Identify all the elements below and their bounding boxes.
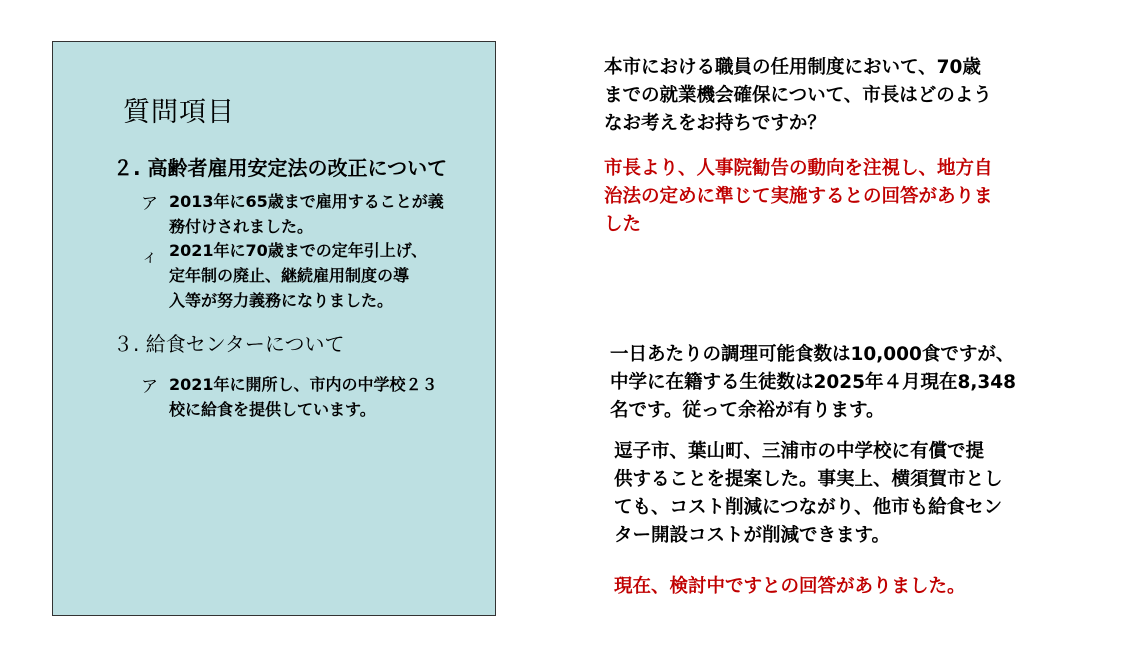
section-2-item-i — [141, 238, 481, 313]
section-3-title: ３. 給食センターについて — [113, 332, 345, 356]
question-items-panel — [52, 41, 496, 616]
item-text-line: 入等が努力義務になりました。 — [169, 291, 394, 310]
item-text-line: 校に給食を提供しています。 — [169, 400, 376, 419]
item-text — [169, 372, 481, 422]
item-text-line: 務付けされました。 — [169, 217, 314, 236]
item-text-line: 定年制の廃止、継続雇用制度の導 — [169, 266, 410, 285]
section-3-item-a — [141, 372, 481, 422]
item-marker: ア — [141, 194, 158, 214]
item-marker: ィ — [141, 247, 158, 267]
text-line: なお考えをお持ちですか？ — [604, 113, 826, 134]
item-marker: ア — [141, 377, 158, 397]
section-2-title: ２. 高齢者雇用安定法の改正について — [113, 156, 448, 180]
panel-heading: 質問項目 — [123, 97, 235, 128]
meal-capacity-paragraph — [610, 341, 1016, 425]
item-text — [169, 238, 481, 313]
proposal-paragraph — [614, 438, 1003, 550]
text-line: ても、コスト削減につながり、他市も給食セン — [614, 497, 1003, 518]
answer-2-text — [614, 573, 966, 601]
section-2-item-a — [141, 189, 481, 239]
text-line: 名です。従って余裕が有ります。 — [610, 400, 885, 421]
item-text — [169, 189, 481, 239]
text-line: までの就業機会確保について、市長はどのよう — [604, 85, 992, 106]
text-line: 逗子市、葉山町、三浦市の中学校に有償で提 — [614, 441, 985, 462]
item-text-line: 2021年に70歳までの定年引上げ、 — [169, 241, 428, 260]
text-line: 治法の定めに準じて実施するとの回答がありま — [604, 186, 993, 207]
text-line: した — [604, 214, 642, 235]
text-line: 市長より、人事院勧告の動向を注視し、地方自 — [604, 158, 993, 179]
item-text-line: 2013年に65歳まで雇用することが義 — [169, 192, 444, 211]
text-line: ター開設コストが削減できます。 — [614, 525, 891, 546]
answer-1-text — [604, 155, 993, 239]
text-line: 本市における職員の任用制度において、70歳 — [604, 57, 981, 78]
text-line: 一日あたりの調理可能食数は10,000食ですが、 — [610, 344, 1015, 365]
text-line: 供することを提案した。事実上、横須賀市とし — [614, 469, 1003, 490]
item-text-line: 2021年に開所し、市内の中学校２３ — [169, 375, 438, 394]
text-line: 現在、検討中ですとの回答がありました。 — [614, 576, 966, 597]
question-1-text — [604, 54, 992, 138]
text-line: 中学に在籍する生徒数は2025年４月現在8,348 — [610, 372, 1017, 393]
